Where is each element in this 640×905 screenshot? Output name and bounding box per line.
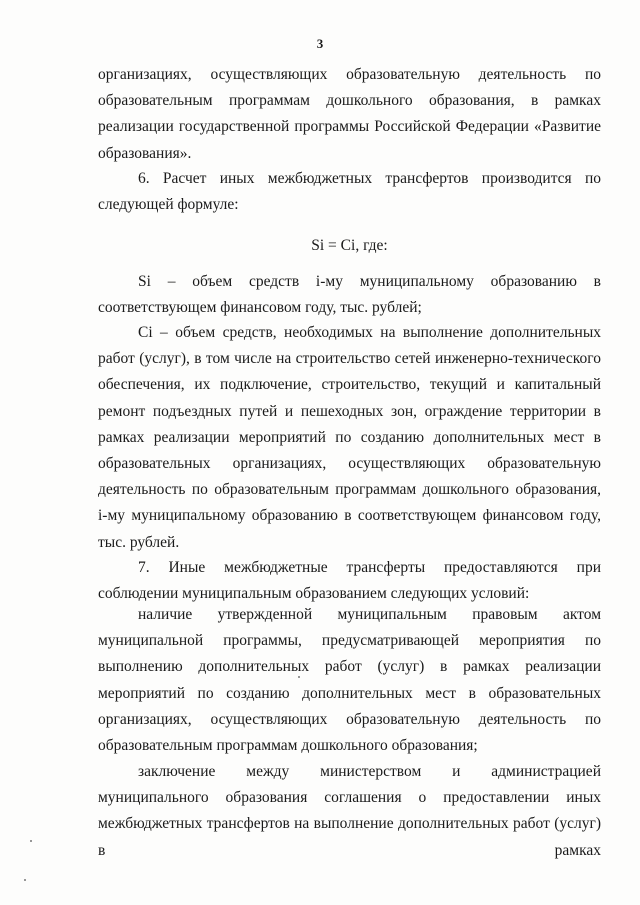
paragraph-continuation <box>98 62 601 167</box>
paragraph-text: наличие утвержденной муниципальным правовым актом муниципальной программы, предусматривающей мероприятия по выполнению дополнительных работ (услуг) в рамках реализации мероприятий по созданию дополнительных мест в образовательных организациях, осуществляющих образовательную деятельность по образовательным программам дошкольного образования; <box>98 606 601 755</box>
paragraph-text: организациях, осуществляющих образовательную деятельность по образовательным программам дошкольного образования, в рамках реализации государственной программы Российской Федерации «Развитие образования». <box>98 66 601 162</box>
condition-1 <box>98 602 601 759</box>
condition-2 <box>98 759 601 864</box>
scan-speck <box>24 879 26 881</box>
page-number: 3 <box>316 36 324 51</box>
paragraph-text: заключение между министерством и администрацией муниципального образования соглашения о предоставлении иных межбюджетных трансфертов на выполнение дополнительных работ (услуг) в рамках <box>98 763 601 859</box>
paragraph-text: Si – объем средств i-му муниципальному образованию в соответствующем финансовом году, тыс. рублей; <box>98 273 601 317</box>
paragraph-text: 6. Расчет иных межбюджетных трансфертов производится по следующей формуле: <box>98 170 601 214</box>
formula <box>98 233 601 259</box>
paragraph-text: 7. Иные межбюджетные трансферты предоставляются при соблюдении муниципальным образованием следующих условий: <box>98 559 601 603</box>
scan-speck <box>298 676 300 678</box>
si-definition <box>98 269 601 321</box>
scan-speck <box>30 840 32 842</box>
formula-text: Si = Ci, где: <box>311 237 388 254</box>
ci-definition <box>98 320 601 556</box>
paragraph-6 <box>98 166 601 218</box>
paragraph-7 <box>98 555 601 607</box>
paragraph-text: Ci – объем средств, необходимых на выполнение дополнительных работ (услуг), в том числе на строительство сетей инженерно-технического обеспечения, их подключение, строительство, текущий и капитальный ремонт подъездных путей и пешеходных зон, ограждение территории в рамках реализации мероприятий по созданию дополнительных мест в образовательных организациях, осуществляющих образовательную деятельность по образовательным программам дошкольного образования, i-му муниципальному образованию в соответствующем финансовом году, тыс. рублей. <box>98 324 601 551</box>
